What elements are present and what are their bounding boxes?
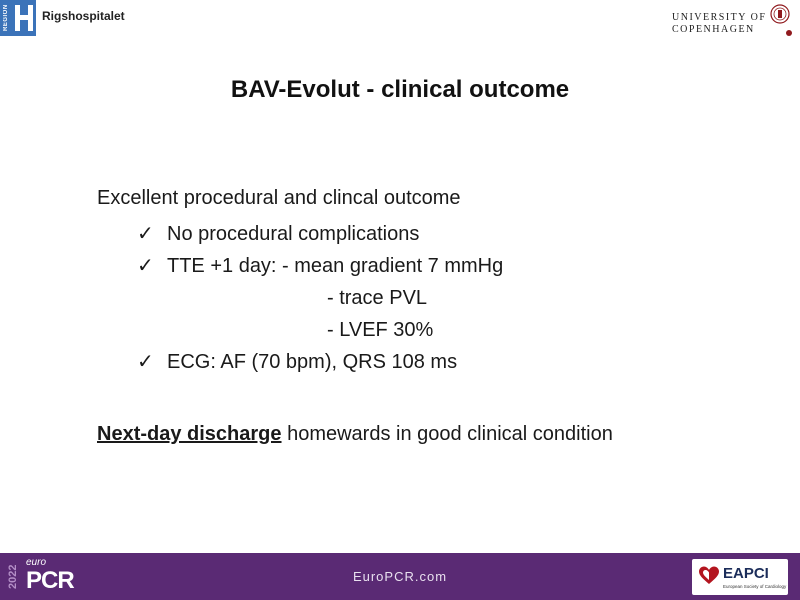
eapci-logo <box>692 559 788 595</box>
list-item <box>137 250 777 346</box>
check-icon: ✓ <box>137 223 154 245</box>
intro-line: Excellent procedural and clincal outcome <box>97 187 461 209</box>
ku-line-2: COPENHAGEN <box>672 24 755 35</box>
rigshospitalet-logo <box>0 0 125 36</box>
tte-detail: - trace PVL <box>327 287 428 309</box>
list-item <box>137 218 777 250</box>
ku-wordmark <box>672 12 766 36</box>
check-list <box>137 218 777 378</box>
ku-dot <box>786 30 792 36</box>
footer-bar <box>0 553 800 600</box>
tte-detail: - LVEF 30% <box>327 319 434 341</box>
discharge-line <box>97 418 777 450</box>
check-text: No procedural complications <box>167 223 420 245</box>
eapci-name: EAPCI <box>723 565 769 582</box>
h-logo-icon <box>14 4 34 32</box>
check-icon: ✓ <box>137 351 154 373</box>
check-icon: ✓ <box>137 255 154 277</box>
footer-website[interactable]: EuroPCR.com <box>352 569 448 584</box>
heart-icon <box>698 565 720 587</box>
footer-euro: euro <box>26 557 47 568</box>
list-item <box>137 346 777 378</box>
eapci-subtitle: European Society of Cardiology <box>723 584 787 589</box>
university-seal-icon <box>770 4 790 24</box>
footer-year: 2022 <box>7 564 19 590</box>
footer-pcr-logo: PCR <box>26 567 74 594</box>
discharge-emphasis: Next-day discharge <box>97 423 282 445</box>
check-text: ECG: AF (70 bpm), QRS 108 ms <box>167 351 458 373</box>
slide-body <box>97 182 777 470</box>
slide-title: BAV-Evolut - clinical outcome <box>230 76 570 103</box>
discharge-rest: homewards in good clinical condition <box>281 423 613 445</box>
ku-line-1: UNIVERSITY OF <box>672 12 767 23</box>
rigshospitalet-name: Rigshospitalet <box>42 9 125 23</box>
region-block <box>0 0 36 36</box>
university-of-copenhagen-logo <box>672 4 792 40</box>
region-label: REGION <box>3 4 9 32</box>
check-text: TTE +1 day: - mean gradient 7 mmHg <box>167 255 504 277</box>
